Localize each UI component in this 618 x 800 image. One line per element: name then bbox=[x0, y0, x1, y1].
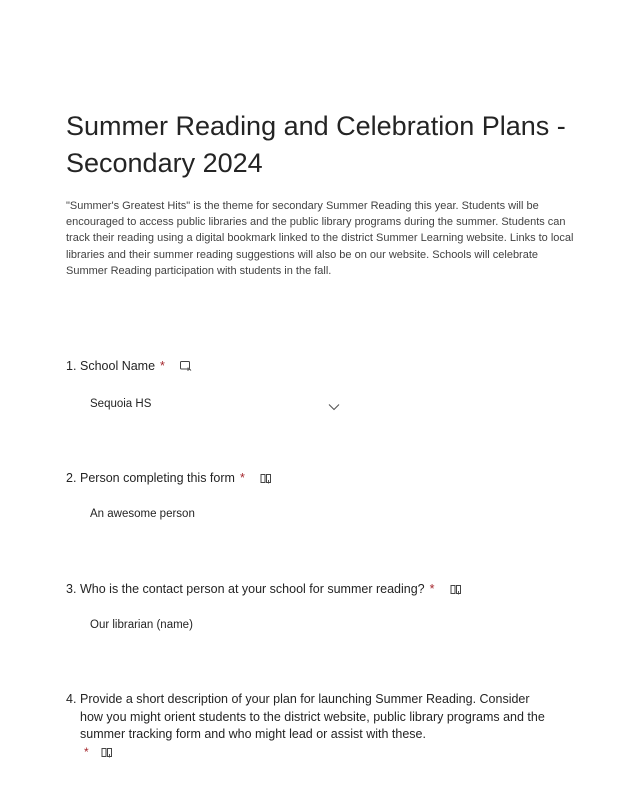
question-number: 4. bbox=[66, 692, 77, 706]
question-text bbox=[80, 581, 462, 599]
question-label: Provide a short description of your plan for launching Summer Reading. Consider how you might orient students to the district website, public library programs and the summer tracking form and who might lead or assist with these. bbox=[80, 692, 545, 741]
immersive-reader-icon[interactable] bbox=[260, 473, 272, 484]
dropdown-selected-value: Sequoia HS bbox=[90, 398, 152, 410]
immersive-reader-icon[interactable] bbox=[180, 361, 192, 372]
question-number: 1. bbox=[66, 359, 77, 373]
question-contact-person bbox=[66, 581, 586, 631]
question-label: School Name bbox=[80, 359, 156, 373]
form-title: Summer Reading and Celebration Plans - Secondary 2024 bbox=[66, 111, 566, 178]
form-description: "Summer's Greatest Hits" is the theme for secondary Summer Reading this year. Students will be encouraged to access public libraries and the public library programs during the summer. Students can track their reading using a digital bookmark linked to the district Summer Learning website. Links to local libraries and their summer reading suggestions will also be on our website. Schools will celebrate Summer Reading participation with students in the fall. bbox=[66, 200, 574, 277]
question-label: Who is the contact person at your school for summer reading? bbox=[80, 582, 425, 596]
required-asterisk: * bbox=[84, 745, 89, 759]
question-text bbox=[80, 358, 192, 376]
school-name-dropdown[interactable] bbox=[90, 394, 340, 414]
person-completing-input[interactable]: An awesome person bbox=[90, 508, 195, 520]
immersive-reader-icon[interactable] bbox=[450, 584, 462, 595]
question-person-completing bbox=[66, 470, 586, 520]
required-asterisk: * bbox=[239, 471, 245, 485]
question-number: 2. bbox=[66, 471, 77, 485]
question-label: Person completing this form bbox=[80, 471, 235, 485]
required-asterisk: * bbox=[429, 582, 435, 596]
chevron-down-icon[interactable] bbox=[328, 398, 340, 406]
question-launch-plan bbox=[66, 691, 586, 759]
question-number: 3. bbox=[66, 582, 77, 596]
contact-person-input[interactable]: Our librarian (name) bbox=[90, 619, 193, 631]
required-asterisk: * bbox=[160, 359, 165, 373]
question-text bbox=[80, 470, 272, 488]
question-tail bbox=[80, 745, 113, 759]
immersive-reader-icon[interactable] bbox=[101, 747, 113, 758]
question-school-name bbox=[66, 358, 586, 410]
